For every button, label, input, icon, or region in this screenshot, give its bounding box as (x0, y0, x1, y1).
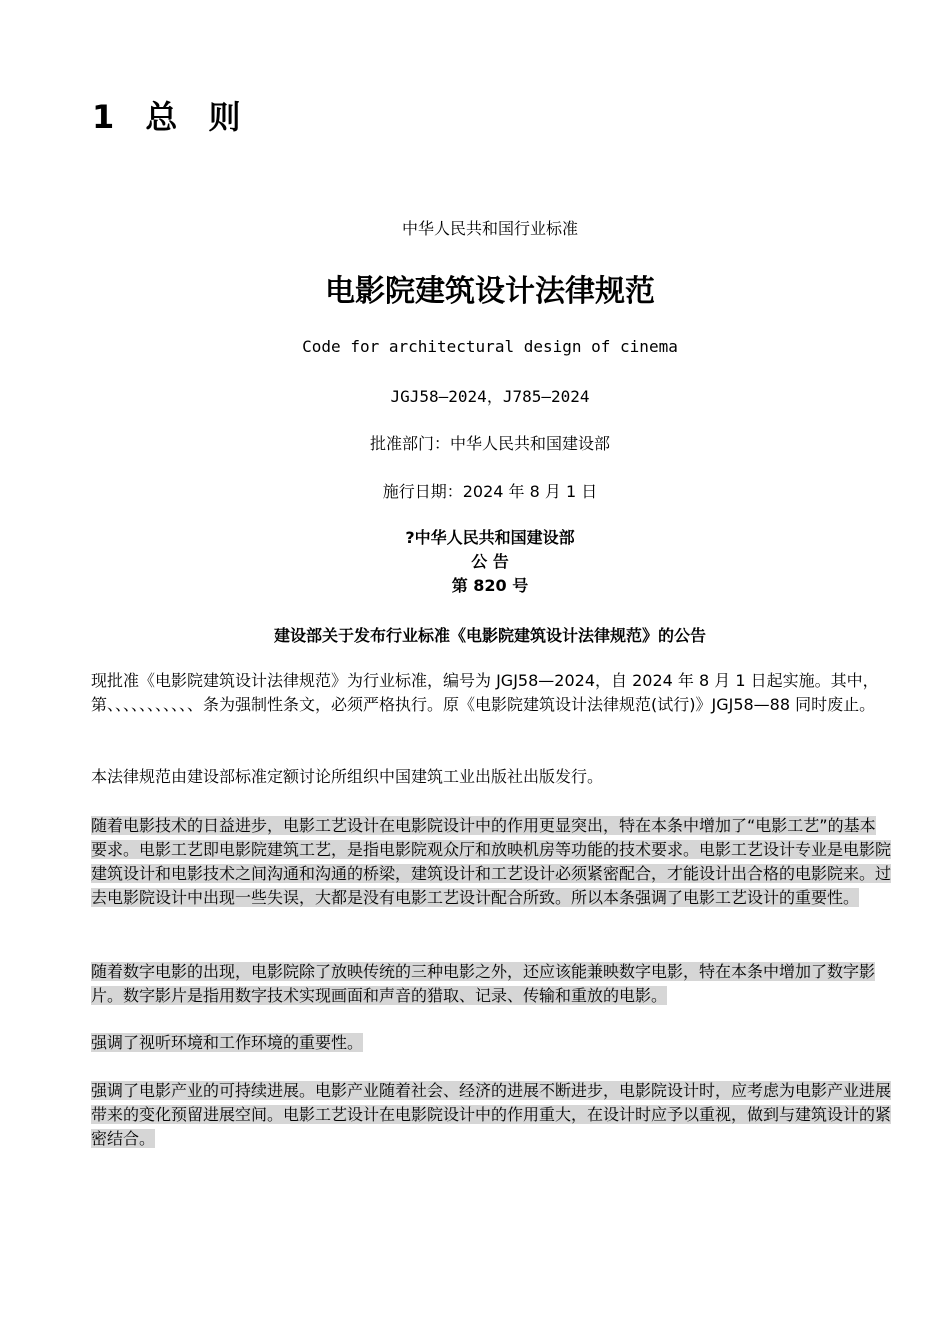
paragraph-digital-cinema (91, 960, 891, 1008)
paragraph-sustainability (91, 1079, 891, 1151)
notice-heading: 建设部关于发布行业标准《电影院建筑设计法律规范》的公告 (273, 626, 706, 645)
effective-date: 施行日期：2024 年 8 月 1 日 (382, 482, 598, 501)
highlighted-text: 随着数字电影的出现，电影院除了放映传统的三种电影之外，还应该能兼映数字电影，特在本条中增加了数字影片。数字影片是指用数字技术实现画面和声音的猎取、记录、传输和重放的电影。 (91, 962, 876, 1005)
paragraph-cinema-technology (91, 814, 891, 910)
paragraph-publisher: 本法律规范由建设部标准定额讨论所组织中国建筑工业出版社出版发行。 (91, 767, 604, 786)
english-title: Code for architectural design of cinema (302, 337, 678, 356)
standard-code: JGJ58—2024，J785—2024 (390, 387, 590, 406)
standard-label: 中华人民共和国行业标准 (401, 219, 578, 238)
notice-number: 第 820 号 (451, 576, 529, 595)
paragraph-environment (91, 1031, 891, 1055)
paragraph-approval: 现批准《电影院建筑设计法律规范》为行业标准，编号为 JGJ58—2024，自 2024 年 8 月 1 日起实施。其中，第、、、、、、、、、、、条为强制性条文，必须严格执行。原《电影院建筑设计法律规范(试行)》JGJ58—88 同时废止。 (91, 671, 879, 714)
chapter-title: 1 总 则 (92, 98, 251, 136)
approval-department: 批准部门：中华人民共和国建设部 (369, 434, 610, 453)
document-title: 电影院建筑设计法律规范 (325, 274, 655, 309)
notice-type: 公 告 (471, 552, 509, 571)
notice-issuer: ?中华人民共和国建设部 (405, 528, 575, 547)
highlighted-text: 随着电影技术的日益进步，电影工艺设计在电影院设计中的作用更显突出，特在本条中增加了“电影工艺”的基本要求。电影工艺即电影院建筑工艺，是指电影院观众厅和放映机房等功能的技术要求。电影工艺设计专业是电影院建筑设计和电影技术之间沟通和沟通的桥梁，建筑设计和工艺设计必须紧密配合，才能设计出合格的电影院来。过去电影院设计中出现一些失误，大都是没有电影工艺设计配合所致。所以本条强调了电影工艺设计的重要性。 (91, 816, 892, 907)
notice-block (0, 526, 950, 598)
highlighted-text: 强调了视听环境和工作环境的重要性。 (91, 1033, 364, 1052)
highlighted-text: 强调了电影产业的可持续进展。电影产业随着社会、经济的进展不断进步，电影院设计时，应考虑为电影产业进展带来的变化预留进展空间。电影工艺设计在电影院设计中的作用重大，在设计时应予以重视，做到与建筑设计的紧密结合。 (91, 1081, 892, 1148)
